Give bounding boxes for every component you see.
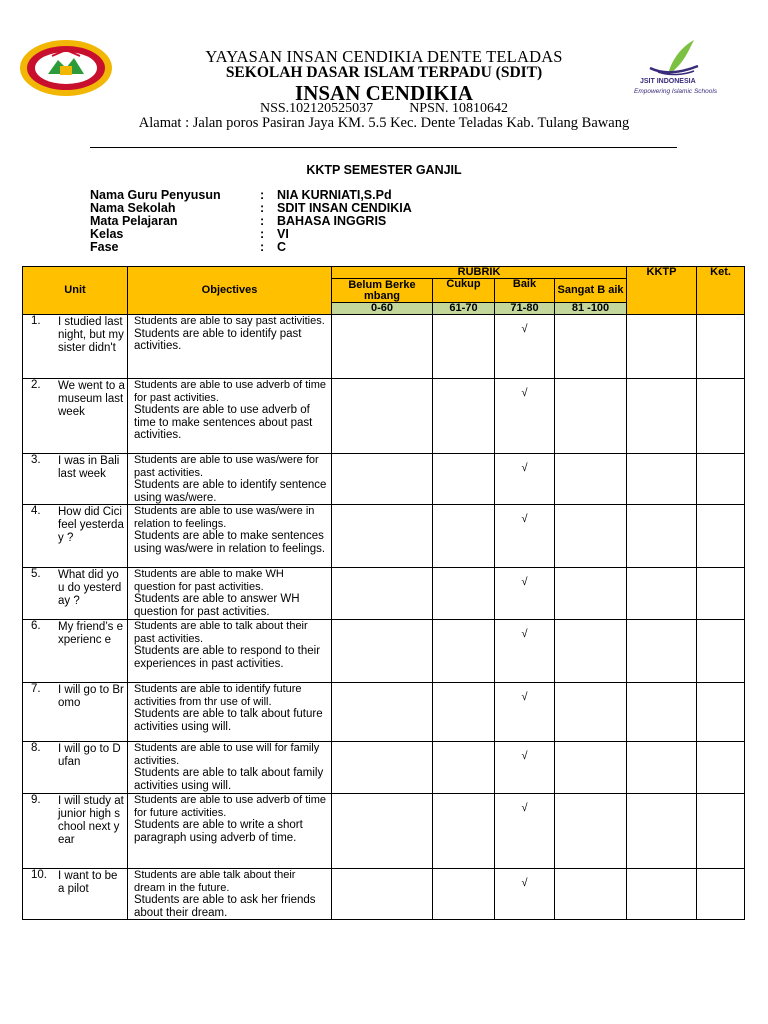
- score-cukup-cell: [433, 794, 495, 869]
- nss-number: NSS.102120525037: [260, 101, 374, 116]
- header-unit: Unit: [23, 267, 128, 315]
- objectives-cell: [128, 794, 332, 869]
- kktp-table: [22, 266, 745, 920]
- score-belum-cell: [332, 620, 433, 683]
- kktp-cell: [627, 379, 697, 454]
- score-cukup-cell: [433, 315, 495, 379]
- objective-1: Students are able to use was/were in relation to feelings.: [134, 505, 315, 530]
- objectives-cell: [128, 620, 332, 683]
- score-cukup-cell: [433, 505, 495, 568]
- rubrik-sangat-baik: Sangat B aik: [555, 279, 627, 303]
- header-divider: [90, 147, 677, 148]
- check-mark: √: [521, 877, 528, 890]
- unit-number: 1.: [31, 315, 41, 327]
- check-mark: √: [521, 462, 528, 474]
- score-sangat-baik-cell: [555, 620, 627, 683]
- score-baik-cell: [495, 620, 555, 683]
- objective-2: Students are able to identify sentence using was/were.: [134, 479, 327, 504]
- objective-1: Students are able to use adverb of time for future activities.: [134, 794, 327, 819]
- score-sangat-baik-cell: [555, 683, 627, 742]
- objective-2: Students are able to respond to their experiences in past activities.: [134, 645, 321, 670]
- score-belum-cell: [332, 505, 433, 568]
- score-baik-cell: [495, 869, 555, 920]
- kktp-cell: [627, 742, 697, 794]
- unit-number: 3.: [31, 454, 41, 466]
- score-sangat-baik-cell: [555, 742, 627, 794]
- objective-1: Students are able to talk about their past activities.: [134, 620, 308, 645]
- objective-1: Students are able to use was/were for past activities.: [134, 454, 319, 479]
- kktp-cell: [627, 683, 697, 742]
- unit-title: I was in Bali last week: [58, 455, 120, 480]
- range-sangat-baik: 81 -100: [555, 303, 627, 315]
- unit-title: I will go to Bromo: [58, 684, 124, 710]
- score-belum-cell: [332, 379, 433, 454]
- check-mark: √: [521, 513, 528, 526]
- objective-2: Students are able to make sentences using was/were in relation to feelings.: [134, 530, 326, 555]
- table-row: [23, 379, 745, 454]
- score-sangat-baik-cell: [555, 869, 627, 920]
- unit-cell: [23, 315, 128, 379]
- score-cukup-cell: [433, 869, 495, 920]
- score-belum-cell: [332, 683, 433, 742]
- score-baik-cell: [495, 505, 555, 568]
- check-mark: √: [521, 802, 528, 815]
- score-baik-cell: [495, 379, 555, 454]
- rubrik-baik: Baik: [495, 279, 555, 303]
- objective-1: Students are able to use will for family activities.: [134, 742, 320, 767]
- check-mark: √: [521, 628, 528, 641]
- table-row: [23, 869, 745, 920]
- objective-2: Students are able to write a short paragraph using adverb of time.: [134, 819, 303, 844]
- unit-number: 10.: [31, 869, 47, 882]
- score-sangat-baik-cell: [555, 315, 627, 379]
- objective-2: Students are able to identify past activities.: [134, 327, 302, 353]
- objective-1: Students are able to use adverb of time for past activities.: [134, 379, 327, 404]
- unit-title: I studied last night, but my sister didn't: [58, 316, 124, 354]
- objective-1: Students are able to identify future activities from thr use of will.: [134, 683, 302, 708]
- header-objectives: Objectives: [128, 267, 332, 315]
- rubrik-belum: Belum Berke mbang: [332, 279, 433, 303]
- ket-cell: [697, 568, 745, 620]
- unit-title: I will study at junior high school next year: [58, 795, 124, 847]
- score-sangat-baik-cell: [555, 454, 627, 505]
- score-baik-cell: [495, 568, 555, 620]
- objective-2: Students are able to answer WH question for past activities.: [134, 593, 300, 618]
- score-belum-cell: [332, 794, 433, 869]
- unit-number: 8.: [31, 742, 41, 755]
- foundation-name: YAYASAN INSAN CENDIKIA DENTE TELADAS: [205, 47, 563, 66]
- unit-number: 6.: [31, 620, 41, 633]
- unit-title: How did Cici feel yesterday ?: [58, 506, 124, 545]
- school-address: Alamat : Jalan poros Pasiran Jaya KM. 5.5 Kec. Dente Teladas Kab. Tulang Bawang: [138, 115, 630, 131]
- document-title: KKTP SEMESTER GANJIL: [306, 163, 462, 177]
- check-mark: √: [521, 387, 528, 399]
- npsn-number: NPSN. 10810642: [409, 101, 508, 116]
- objective-2: Students are able to talk about family activities using will.: [134, 767, 324, 792]
- score-belum-cell: [332, 568, 433, 620]
- header-rubrik: RUBRIK: [332, 267, 627, 279]
- objective-1: Students are able to make WH question for past activities.: [134, 568, 284, 593]
- score-belum-cell: [332, 742, 433, 794]
- unit-cell: [23, 742, 128, 794]
- score-belum-cell: [332, 454, 433, 505]
- ket-cell: [697, 505, 745, 568]
- score-cukup-cell: [433, 568, 495, 620]
- unit-number: 9.: [31, 794, 41, 807]
- objectives-cell: [128, 454, 332, 505]
- check-mark: √: [521, 750, 528, 763]
- kktp-cell: [627, 869, 697, 920]
- unit-cell: [23, 794, 128, 869]
- jsit-tagline: Empowering Islamic Schools: [634, 88, 718, 95]
- table-row: [23, 683, 745, 742]
- score-cukup-cell: [433, 742, 495, 794]
- unit-title: We went to a museum last week: [58, 380, 125, 418]
- table-row: [23, 454, 745, 505]
- objectives-cell: [128, 505, 332, 568]
- objectives-cell: [128, 683, 332, 742]
- score-sangat-baik-cell: [555, 794, 627, 869]
- objectives-cell: [128, 379, 332, 454]
- table-row: [23, 742, 745, 794]
- table-row: [23, 568, 745, 620]
- score-baik-cell: [495, 315, 555, 379]
- ket-cell: [697, 742, 745, 794]
- unit-number: 2.: [31, 379, 41, 391]
- ket-cell: [697, 794, 745, 869]
- objective-2: Students are able to ask her friends about their dream.: [134, 894, 316, 919]
- table-row: [23, 620, 745, 683]
- range-cukup: 61-70: [433, 303, 495, 315]
- score-cukup-cell: [433, 683, 495, 742]
- objectives-cell: [128, 869, 332, 920]
- table-row: [23, 505, 745, 568]
- unit-number: 5.: [31, 568, 41, 581]
- unit-cell: [23, 379, 128, 454]
- objectives-cell: [128, 568, 332, 620]
- jsit-brand: JSIT INDONESIA: [640, 78, 696, 85]
- kktp-cell: [627, 315, 697, 379]
- unit-cell: [23, 620, 128, 683]
- table-row: [23, 794, 745, 869]
- kktp-cell: [627, 568, 697, 620]
- kktp-cell: [627, 505, 697, 568]
- unit-title: My friend’s experienc e: [58, 621, 123, 647]
- unit-title: What did you do yesterday ?: [58, 569, 122, 608]
- unit-cell: [23, 454, 128, 505]
- score-sangat-baik-cell: [555, 379, 627, 454]
- rubrik-cukup: Cukup: [433, 279, 495, 303]
- objective-2: Students are able to talk about future activities using will.: [134, 708, 323, 733]
- kktp-cell: [627, 454, 697, 505]
- check-mark: √: [521, 323, 528, 335]
- unit-cell: [23, 869, 128, 920]
- ket-cell: [697, 620, 745, 683]
- unit-title: I will go to Dufan: [58, 743, 121, 769]
- ket-cell: [697, 315, 745, 379]
- objectives-cell: [128, 315, 332, 379]
- score-baik-cell: [495, 454, 555, 505]
- score-baik-cell: [495, 683, 555, 742]
- check-mark: √: [521, 576, 528, 589]
- unit-cell: [23, 683, 128, 742]
- ket-cell: [697, 379, 745, 454]
- score-cukup-cell: [433, 379, 495, 454]
- objectives-cell: [128, 742, 332, 794]
- ket-cell: [697, 869, 745, 920]
- objective-1: Students are able talk about their dream in the future.: [134, 869, 296, 894]
- score-belum-cell: [332, 315, 433, 379]
- score-cukup-cell: [433, 454, 495, 505]
- ket-cell: [697, 683, 745, 742]
- kktp-cell: [627, 794, 697, 869]
- school-name: INSAN CENDIKIA: [295, 81, 473, 105]
- unit-cell: [23, 568, 128, 620]
- score-baik-cell: [495, 742, 555, 794]
- range-baik: 71-80: [495, 303, 555, 315]
- range-belum: 0-60: [332, 303, 433, 315]
- unit-number: 7.: [31, 683, 41, 696]
- check-mark: √: [521, 691, 528, 704]
- objective-2: Students are able to use adverb of time to make sentences about past activities.: [134, 404, 313, 442]
- table-row: [23, 315, 745, 379]
- score-belum-cell: [332, 869, 433, 920]
- score-baik-cell: [495, 794, 555, 869]
- header-kktp: KKTP: [627, 267, 697, 315]
- score-cukup-cell: [433, 620, 495, 683]
- score-sangat-baik-cell: [555, 568, 627, 620]
- header-ket: Ket.: [697, 267, 745, 315]
- school-full-name: SEKOLAH DASAR ISLAM TERPADU (SDIT): [225, 64, 543, 81]
- unit-number: 4.: [31, 505, 41, 518]
- unit-cell: [23, 505, 128, 568]
- score-sangat-baik-cell: [555, 505, 627, 568]
- unit-title: I want to be a pilot: [58, 870, 118, 896]
- kktp-cell: [627, 620, 697, 683]
- ket-cell: [697, 454, 745, 505]
- objective-1: Students are able to say past activities.: [134, 315, 325, 327]
